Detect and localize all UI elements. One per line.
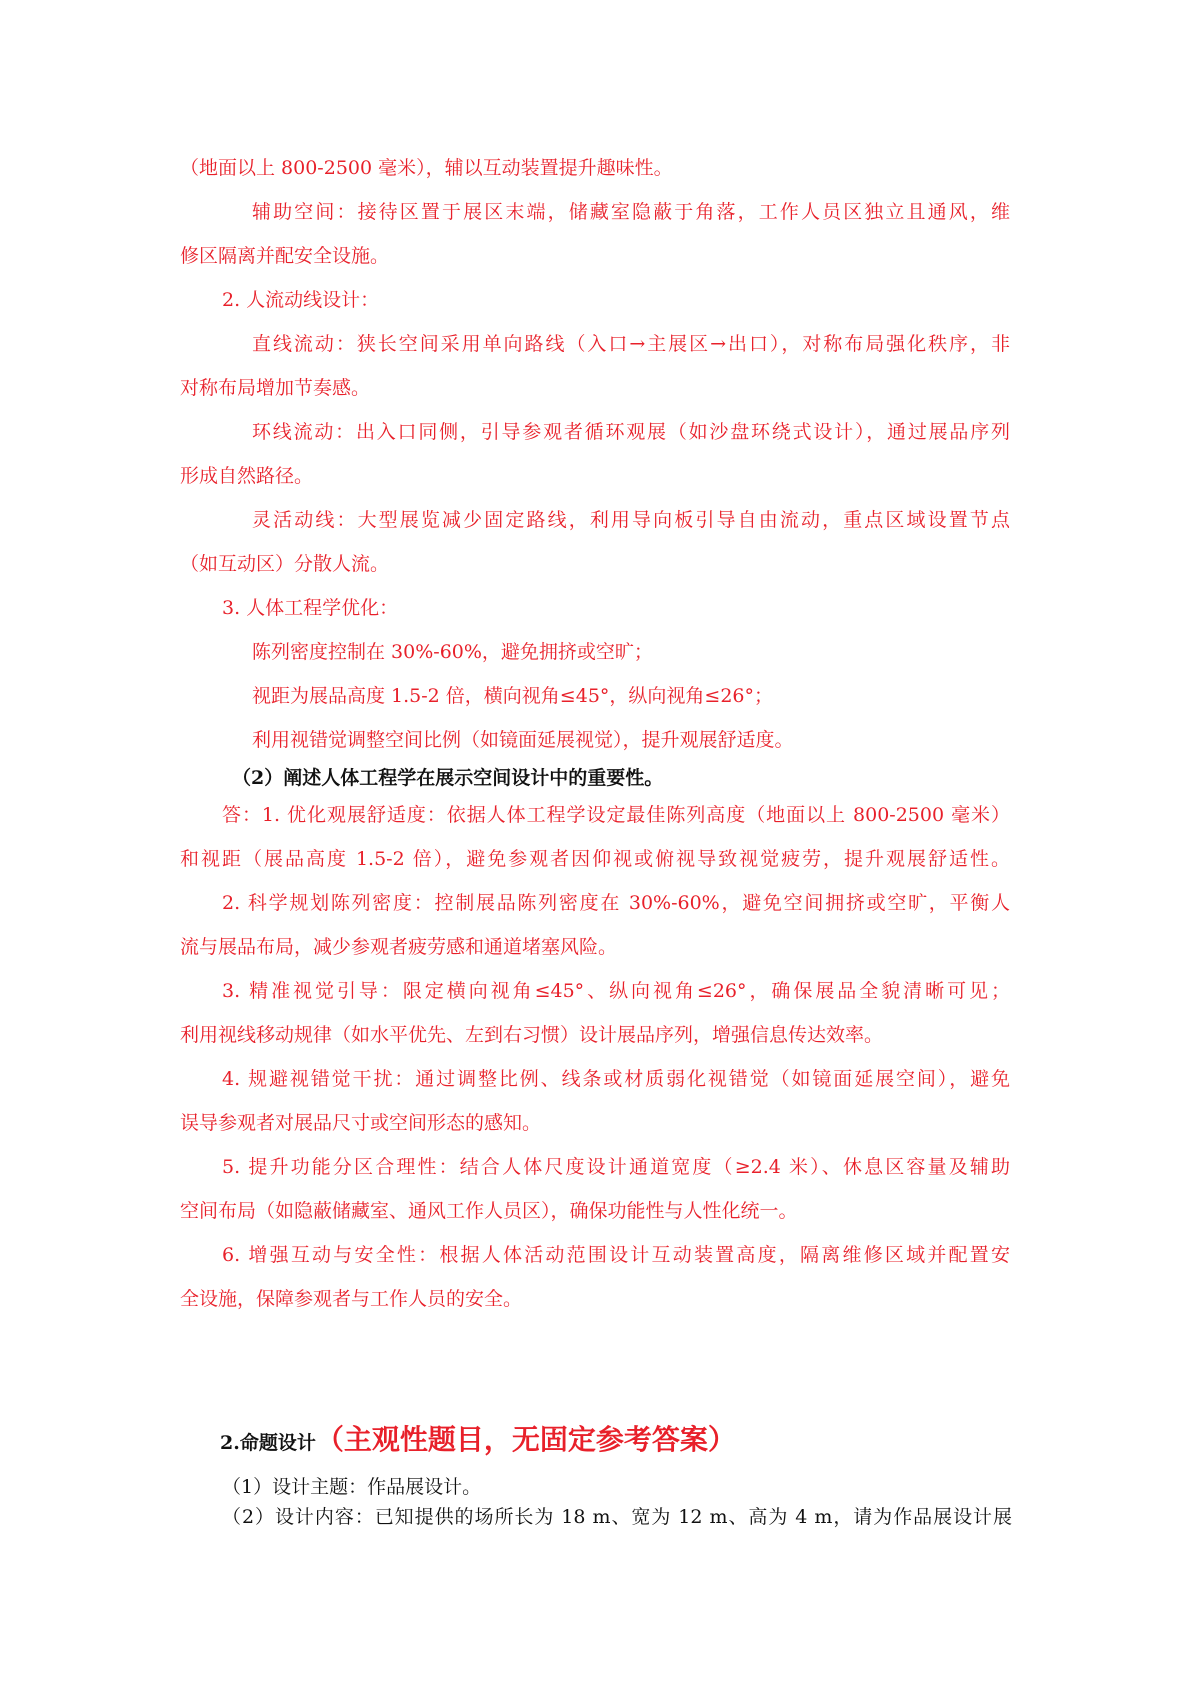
text-line: 视距为展品高度 1.5-2 倍，横向视角≤45°，纵向视角≤26°； — [252, 685, 773, 707]
answer-line: 5. 提升功能分区合理性：结合人体尺度设计通道宽度（≥2.4 米）、休息区容量及辅助 — [222, 1156, 1010, 1178]
answer-line: 6. 增强互动与安全性：根据人体活动范围设计互动装置高度，隔离维修区域并配置安 — [222, 1244, 1010, 1266]
answer-line: 4. 规避视错觉干扰：通过调整比例、线条或材质弱化视错觉（如镜面延展空间），避免 — [222, 1068, 1010, 1090]
answer-line: 空间布局（如隐蔽储藏室、通风工作人员区），确保功能性与人性化统一。 — [180, 1200, 798, 1222]
section-title: 2.命题设计 — [220, 1432, 316, 1454]
answer-line: 全设施，保障参观者与工作人员的安全。 — [180, 1288, 523, 1310]
answer-line: 答：1. 优化观展舒适度：依据人体工程学设定最佳陈列高度（地面以上 800-2500 毫米） — [222, 804, 1010, 826]
text-line: 直线流动：狭长空间采用单向路线（入口→主展区→出口），对称布局强化秩序，非 — [252, 333, 1010, 355]
text-line: 陈列密度控制在 30%-60%，避免拥挤或空旷； — [252, 641, 653, 663]
answer-line: 2. 科学规划陈列密度：控制展品陈列密度在 30%-60%，避免空间拥挤或空旷，平衡人 — [222, 892, 1010, 914]
question-heading: （2）阐述人体工程学在展示空间设计中的重要性。 — [232, 767, 664, 789]
text-line: （如互动区）分散人流。 — [180, 553, 390, 575]
answer-line: 利用视线移动规律（如水平优先、左到右习惯）设计展品序列，增强信息传达效率。 — [180, 1024, 884, 1046]
design-content-line: （2）设计内容：已知提供的场所长为 18 m、宽为 12 m、高为 4 m，请为作品展设计展 — [222, 1506, 1012, 1528]
answer-line: 3. 精准视觉引导：限定横向视角≤45°、纵向视角≤26°，确保展品全貌清晰可见； — [222, 980, 1010, 1002]
text-line: 修区隔离并配安全设施。 — [180, 245, 390, 267]
design-theme-line: （1）设计主题：作品展设计。 — [222, 1476, 482, 1498]
text-line: 利用视错觉调整空间比例（如镜面延展视觉），提升观展舒适度。 — [252, 729, 794, 751]
answer-line: 流与展品布局，减少参观者疲劳感和通道堵塞风险。 — [180, 936, 618, 958]
list-heading: 2. 人流动线设计： — [222, 289, 380, 311]
list-heading: 3. 人体工程学优化： — [222, 597, 399, 619]
text-line: 环线流动：出入口同侧，引导参观者循环观展（如沙盘环绕式设计），通过展品序列 — [252, 421, 1010, 443]
text-line: 辅助空间：接待区置于展区末端，储藏室隐蔽于角落，工作人员区独立且通风，维 — [252, 201, 1010, 223]
answer-line: 和视距（展品高度 1.5-2 倍），避免参观者因仰视或俯视导致视觉疲劳，提升观展舒适性。 — [180, 848, 1010, 870]
section-heading — [220, 1418, 736, 1458]
section-note: （主观性题目，无固定参考答案） — [315, 1423, 736, 1456]
text-line: 灵活动线：大型展览减少固定路线，利用导向板引导自由流动，重点区域设置节点 — [252, 509, 1010, 531]
text-line: 形成自然路径。 — [180, 465, 314, 487]
text-line: 对称布局增加节奏感。 — [180, 377, 371, 399]
answer-line: 误导参观者对展品尺寸或空间形态的感知。 — [180, 1112, 542, 1134]
text-line: （地面以上 800-2500 毫米），辅以互动装置提升趣味性。 — [180, 157, 673, 179]
